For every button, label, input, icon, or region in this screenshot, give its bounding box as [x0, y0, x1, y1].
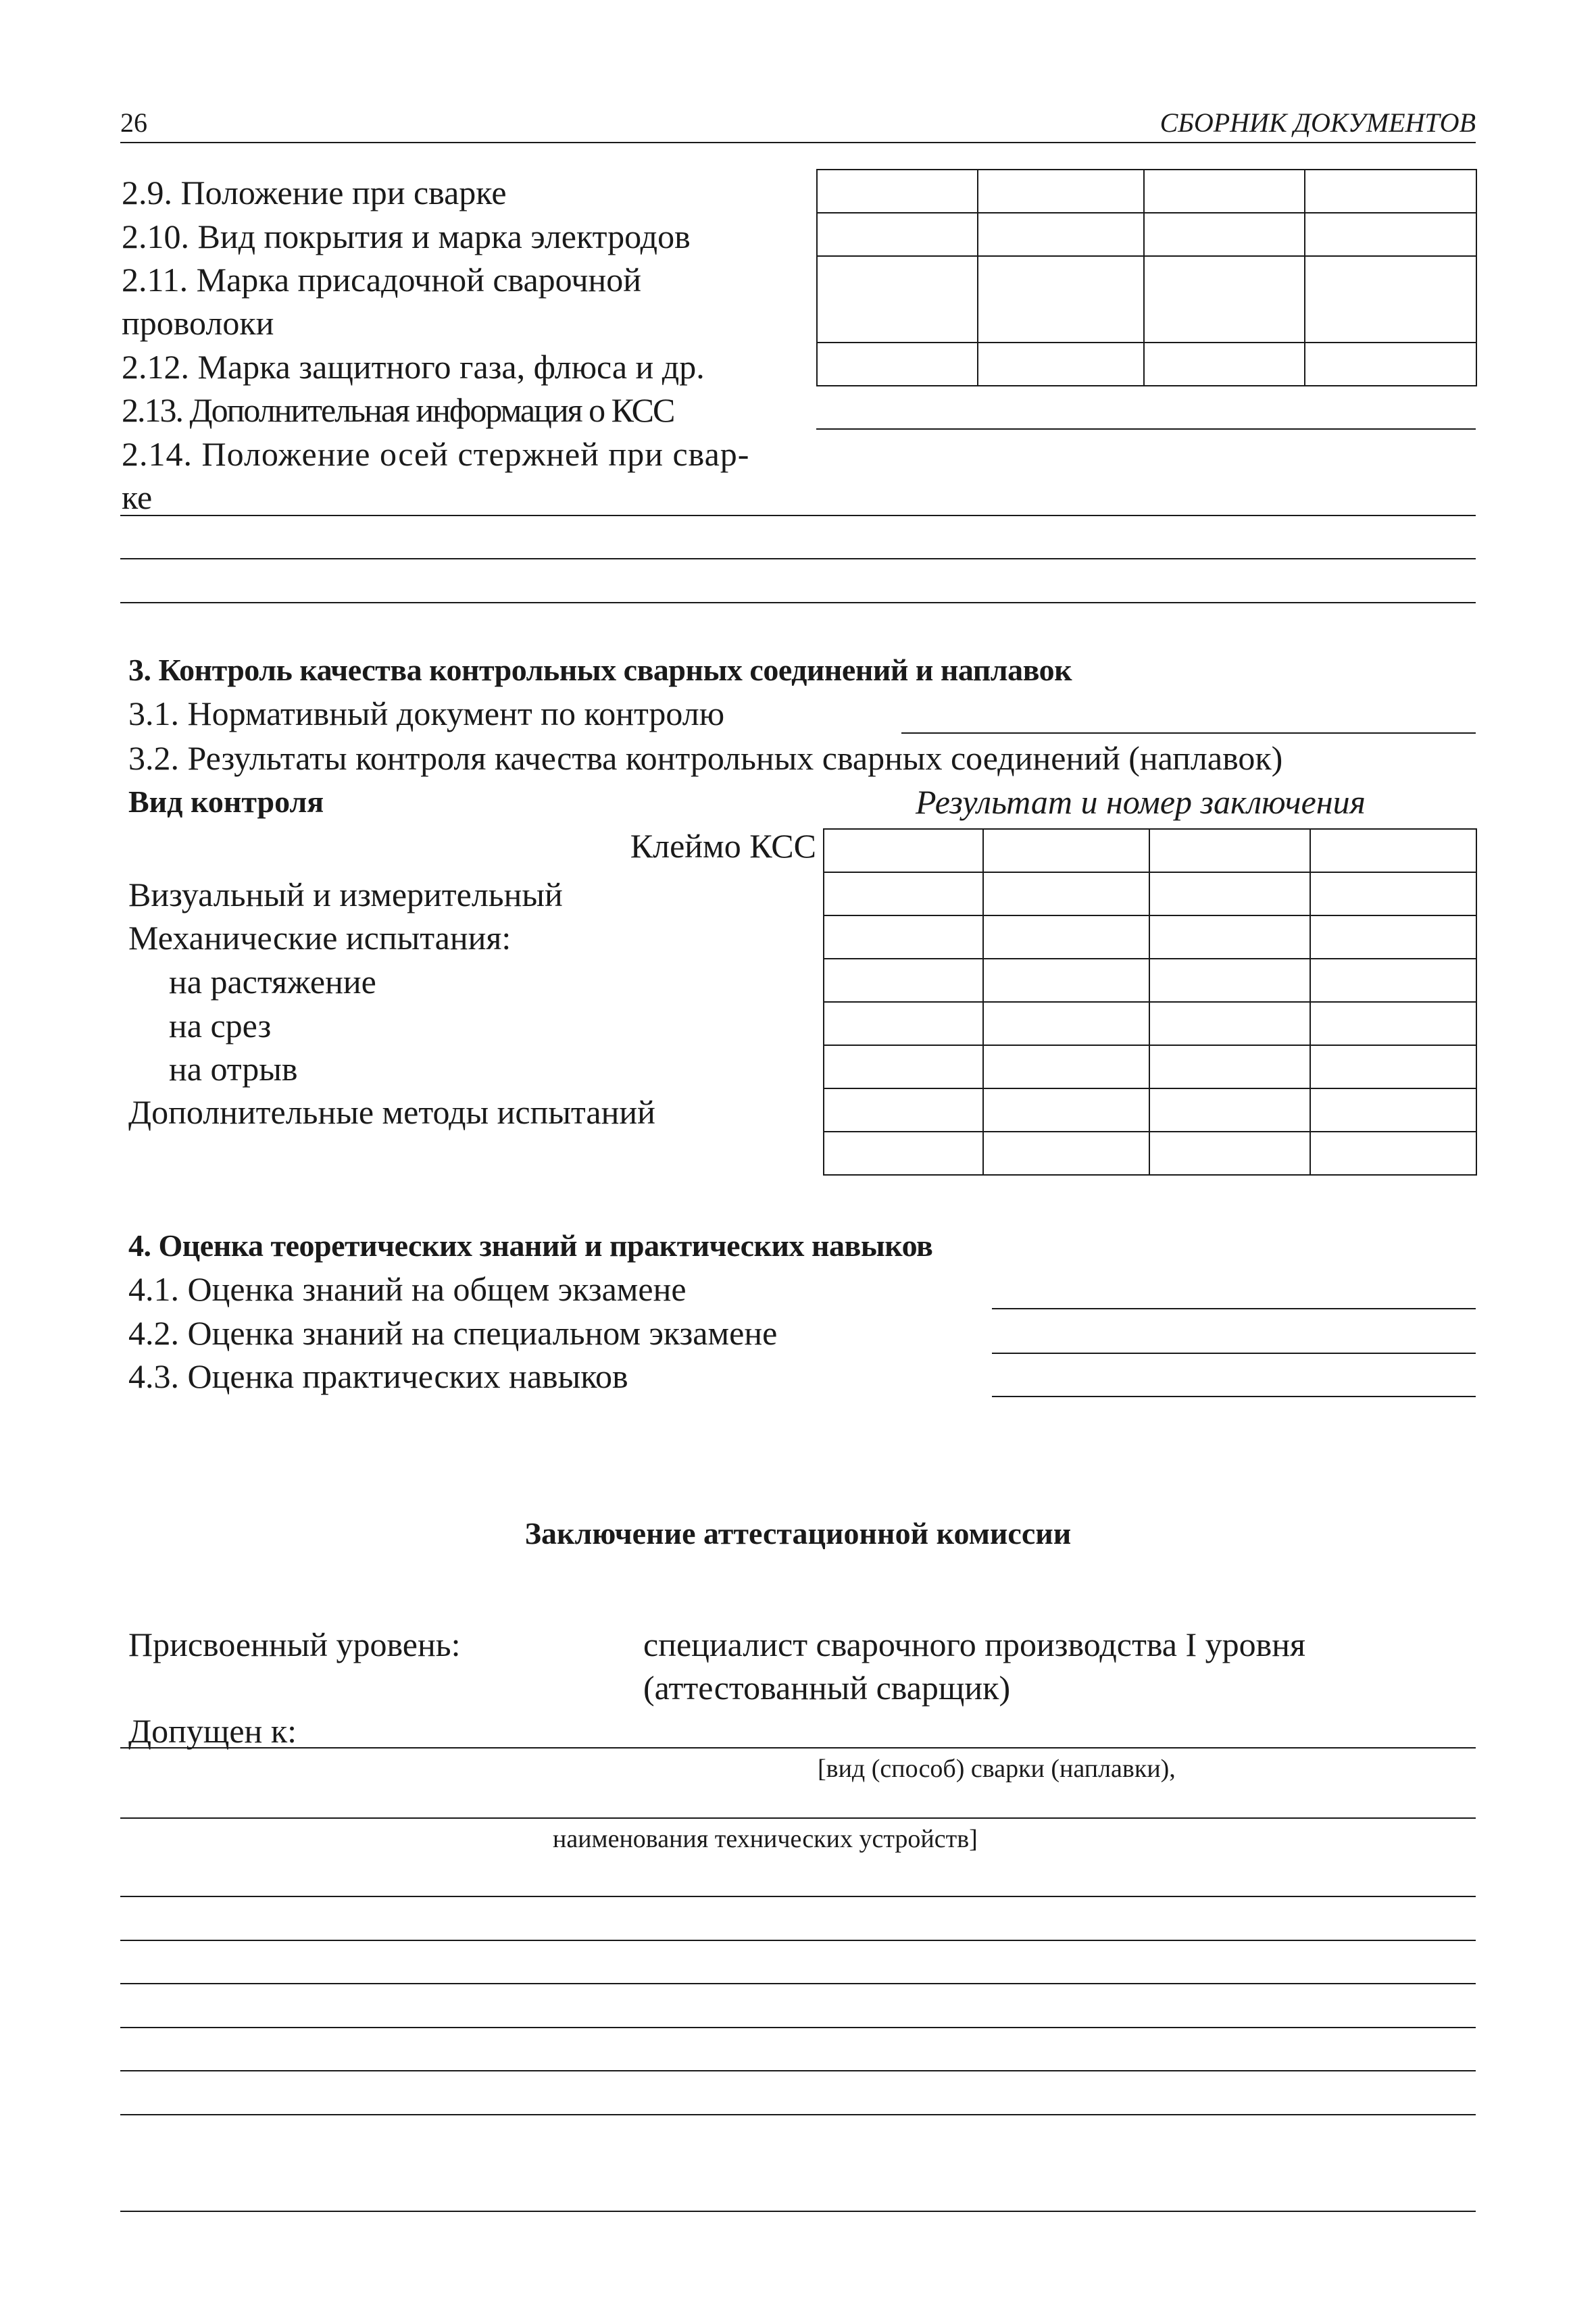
table-cell[interactable] — [978, 213, 1144, 256]
table-cell[interactable] — [824, 1088, 983, 1132]
row-tension-label: на растяжение — [169, 963, 376, 1001]
assigned-level-value-line1: специалист сварочного производства I уровня — [643, 1626, 1305, 1663]
table-cell[interactable] — [1144, 213, 1305, 256]
table-row — [817, 256, 1476, 343]
table-row — [824, 872, 1476, 915]
fill-line-1[interactable] — [120, 1896, 1476, 1897]
conclusion-title: Заключение аттестационной комиссии — [524, 1516, 1072, 1551]
fill-line-4[interactable] — [120, 2027, 1476, 2028]
table-row — [817, 170, 1476, 213]
item-4-2: 4.2. Оценка знаний на специальном экзамене — [128, 1314, 778, 1352]
item-4-1: 4.1. Оценка знаний на общем экзамене — [128, 1270, 687, 1308]
assigned-level-label: Присвоенный уровень: — [128, 1626, 461, 1663]
column-kind-label: Вид контроля — [128, 784, 324, 819]
table-cell[interactable] — [1149, 1045, 1310, 1088]
fill-line-7[interactable] — [120, 2211, 1476, 2212]
item-4-3: 4.3. Оценка практических навыков — [128, 1357, 628, 1395]
table-cell[interactable] — [1310, 915, 1476, 959]
table-cell[interactable] — [1149, 829, 1310, 872]
fill-line-4-2[interactable] — [992, 1353, 1476, 1354]
table-cell[interactable] — [824, 1132, 983, 1175]
table-cell[interactable] — [983, 1088, 1149, 1132]
column-result-label: Результат и номер заключения — [916, 783, 1366, 821]
table-cell[interactable] — [817, 256, 978, 343]
table-cell[interactable] — [1310, 1002, 1476, 1045]
table-cell[interactable] — [1149, 1002, 1310, 1045]
fill-line-admitted[interactable] — [120, 1747, 1476, 1749]
table-row — [824, 1088, 1476, 1132]
table-cell[interactable] — [1149, 1088, 1310, 1132]
table-cell[interactable] — [824, 872, 983, 915]
table-cell[interactable] — [978, 343, 1144, 386]
item-2-9: 2.9. Положение при сварке — [122, 174, 507, 211]
hint-technical-devices: наименования технических устройств] — [553, 1825, 978, 1853]
fill-line-2-14[interactable] — [120, 515, 1476, 516]
table-cell[interactable] — [1310, 1088, 1476, 1132]
table-cell[interactable] — [817, 343, 978, 386]
table-cell[interactable] — [824, 1045, 983, 1088]
fill-line-6[interactable] — [120, 2114, 1476, 2115]
table-row — [824, 1045, 1476, 1088]
table-cell[interactable] — [983, 1002, 1149, 1045]
table-cell[interactable] — [1310, 959, 1476, 1002]
table-cell[interactable] — [1305, 213, 1476, 256]
section2-table — [816, 169, 1477, 386]
table-cell[interactable] — [1149, 915, 1310, 959]
row-mechanical-label: Механические испытания: — [128, 919, 512, 957]
assigned-level-value-line2: (аттестованный сварщик) — [643, 1669, 1011, 1707]
table-cell[interactable] — [824, 915, 983, 959]
item-2-14-line1: 2.14. Положение осей стержней при свар- — [122, 435, 750, 473]
item-3-1: 3.1. Нормативный документ по контролю — [128, 695, 725, 732]
item-2-11-line2: проволоки — [122, 304, 274, 342]
running-title: СБОРНИК ДОКУМЕНТОВ — [1159, 107, 1476, 138]
item-2-10: 2.10. Вид покрытия и марка электродов — [122, 218, 691, 255]
section3-table — [823, 828, 1477, 1176]
item-2-12: 2.12. Марка защитного газа, флюса и др. — [122, 348, 705, 386]
table-cell[interactable] — [1149, 1132, 1310, 1175]
table-cell[interactable] — [978, 170, 1144, 213]
row-visual-label: Визуальный и измерительный — [128, 876, 563, 913]
table-row — [824, 1002, 1476, 1045]
fill-line-4-1[interactable] — [992, 1308, 1476, 1309]
header-rule — [120, 142, 1476, 143]
table-cell[interactable] — [1310, 1045, 1476, 1088]
table-row — [824, 959, 1476, 1002]
page-number: 26 — [120, 107, 147, 138]
fill-line-3[interactable] — [120, 1983, 1476, 1984]
item-2-11-line1: 2.11. Марка присадочной сварочной — [122, 261, 642, 299]
fill-line-2-14c[interactable] — [120, 602, 1476, 603]
admitted-label: Допущен к: — [128, 1712, 297, 1750]
table-cell[interactable] — [983, 872, 1149, 915]
table-cell[interactable] — [983, 959, 1149, 1002]
table-cell[interactable] — [983, 1132, 1149, 1175]
row-shear-label: на срез — [169, 1007, 272, 1045]
table-cell[interactable] — [1310, 1132, 1476, 1175]
table-row — [824, 915, 1476, 959]
item-2-14-line2: ке — [122, 478, 153, 516]
row-additional-label: Дополнительные методы испытаний — [128, 1093, 655, 1131]
table-cell[interactable] — [1305, 170, 1476, 213]
fill-line-2-13[interactable] — [816, 428, 1476, 430]
table-cell[interactable] — [824, 829, 983, 872]
fill-line-5[interactable] — [120, 2070, 1476, 2071]
section4-heading: 4. Оценка теоретических знаний и практических навыков — [128, 1228, 933, 1263]
table-row — [817, 213, 1476, 256]
table-cell[interactable] — [983, 1045, 1149, 1088]
table-row — [824, 829, 1476, 872]
table-cell[interactable] — [1310, 829, 1476, 872]
table-cell[interactable] — [1144, 170, 1305, 213]
table-row — [817, 343, 1476, 386]
row-stamp-label: Клеймо КСС — [630, 827, 816, 865]
table-cell[interactable] — [1310, 872, 1476, 915]
fill-line-3-1[interactable] — [901, 732, 1476, 734]
hint-welding-method: [вид (способ) сварки (наплавки), — [818, 1755, 1176, 1783]
section3-heading: 3. Контроль качества контрольных сварных соединений и наплавок — [128, 653, 1072, 687]
table-cell[interactable] — [1144, 256, 1305, 343]
item-2-13: 2.13. Дополнительная информация о КСС — [122, 391, 674, 429]
table-row — [824, 1132, 1476, 1175]
item-3-2: 3.2. Результаты контроля качества контрольных сварных соединений (наплавок) — [128, 739, 1283, 777]
table-cell[interactable] — [1144, 343, 1305, 386]
fill-line-4-3[interactable] — [992, 1396, 1476, 1397]
table-cell[interactable] — [1305, 256, 1476, 343]
table-cell[interactable] — [824, 959, 983, 1002]
fill-line-2-14b[interactable] — [120, 558, 1476, 559]
table-cell[interactable] — [824, 1002, 983, 1045]
table-cell[interactable] — [983, 915, 1149, 959]
table-cell[interactable] — [817, 170, 978, 213]
table-cell[interactable] — [983, 829, 1149, 872]
table-cell[interactable] — [817, 213, 978, 256]
table-cell[interactable] — [978, 256, 1144, 343]
table-cell[interactable] — [1149, 959, 1310, 1002]
table-cell[interactable] — [1305, 343, 1476, 386]
fill-line-2[interactable] — [120, 1940, 1476, 1941]
fill-line-admitted-2[interactable] — [120, 1817, 1476, 1819]
row-pulloff-label: на отрыв — [169, 1050, 298, 1088]
table-cell[interactable] — [1149, 872, 1310, 915]
